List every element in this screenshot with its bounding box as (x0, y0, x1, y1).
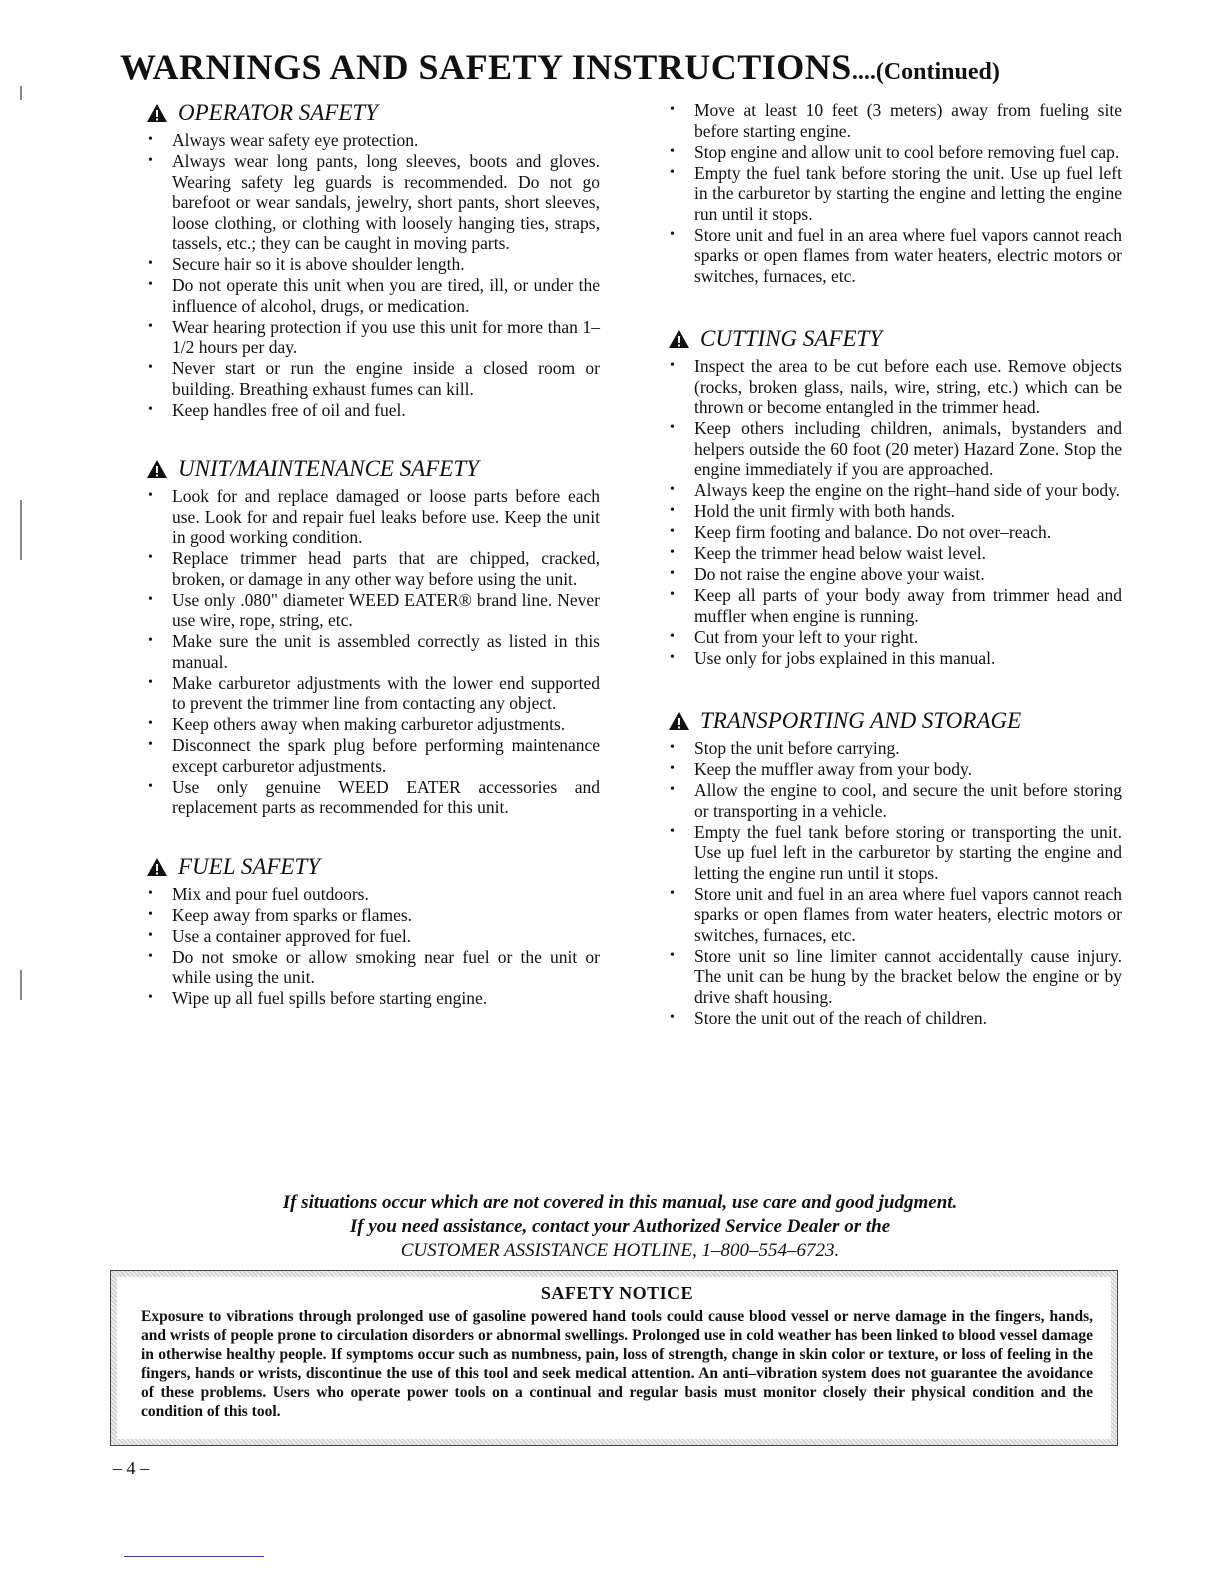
list-item-text: Empty the fuel tank before storing or transporting the unit. Use up fuel left in the carburetor by starting the engine and letting the engine run until it stops. (694, 821, 1122, 883)
list-item (140, 130, 600, 151)
list-item-text: Inspect the area to be cut before each use. Remove objects (rocks, broken glass, nails, wire, string, etc.) which can be thrown or become entangled in the trimmer head. (694, 356, 1122, 417)
list-item-text: Disconnect the spark plug before performing maintenance except carburetor adjustments. (172, 735, 600, 776)
list-item-text: Hold the unit firmly with both hands. (694, 501, 956, 521)
list-item-text: Use only genuine WEED EATER accessories and replacement parts as recommended for this unit. (172, 776, 600, 817)
list-item (662, 780, 1122, 821)
list-item-text: Store unit and fuel in an area where fuel vapors cannot reach sparks or open flames from water heaters, electric motors or switches, furnaces, etc. (694, 883, 1122, 945)
list-item (140, 486, 600, 548)
list-item-text: Do not raise the engine above your waist. (694, 564, 985, 584)
list-item-text: Keep handles free of oil and fuel. (172, 399, 406, 420)
list-item (140, 926, 600, 947)
list-item (662, 501, 1122, 522)
list-item-text: Wipe up all fuel spills before starting engine. (172, 988, 488, 1008)
bullet-icon: • (670, 503, 675, 518)
list-item (662, 480, 1122, 501)
closing-hotline: CUSTOMER ASSISTANCE HOTLINE, 1–800–554–6723. (400, 1240, 840, 1261)
list-item-text: Stop the unit before carrying. (694, 738, 900, 758)
section-heading-text: UNIT/MAINTENANCE SAFETY (178, 456, 479, 481)
section-heading (668, 324, 1122, 354)
bullet-icon: • (670, 782, 675, 797)
list-item-text: Store the unit out of the reach of children. (694, 1007, 988, 1028)
bullet-icon: • (670, 545, 675, 560)
list-item (140, 905, 600, 926)
list-item-text: Store unit so line limiter cannot accidentally cause injury. The unit can be hung by the bracket below the engine or by drive shaft housing. (694, 945, 1122, 1007)
list-item (662, 738, 1122, 759)
list-item-text: Replace trimmer head parts that are chipped, cracked, broken, or damage in any other way before using the unit. (172, 548, 600, 589)
list-item (662, 163, 1122, 225)
list-item (662, 522, 1122, 543)
safety-notice-content (117, 1277, 1111, 1439)
list-item-text: Make carburetor adjustments with the lower end supported to prevent the trimmer line from contacting any object. (172, 672, 600, 713)
list-item (662, 946, 1122, 1008)
list-item-text: Store unit and fuel in an area where fuel vapors cannot reach sparks or open flames from water heaters, electric motors or switches, furnaces, etc. (694, 224, 1122, 286)
list-item (662, 564, 1122, 585)
list-item-text: Keep the trimmer head below waist level. (694, 543, 987, 563)
safety-notice-body: Exposure to vibrations through prolonged use of gasoline powered hand tools could cause blood vessel or nerve damage in the fingers, hands, and wrists of people prone to circulation disorders or abnormal swellings. Prolonged use in cold weather has been linked to blood vessel damage in otherwise healthy people. If symptoms occur such as numbness, pain, loss of strength, change in skin color or texture, or loss of feeling in the fingers, hands or wrists, discontinue the use of this tool and seek medical attention. An anti–vibration system does not guarantee the avoidance of these problems. Users who operate power tools on a continual and regular basis must monitor closely their physical condition and the condition of this tool. (141, 1308, 1093, 1420)
list-item-text: Always wear safety eye protection. (172, 130, 419, 150)
bullet-icon: • (670, 1009, 675, 1025)
closing-line-2: If you need assistance, contact your Authorized Service Dealer or the (349, 1216, 891, 1237)
page-title-text: WARNINGS AND SAFETY INSTRUCTIONS (120, 47, 852, 87)
bullet-icon: • (670, 649, 675, 665)
section-transporting-storage (662, 706, 1122, 1028)
list-item (662, 142, 1122, 163)
bullet-list (662, 738, 1122, 1028)
bullet-list (140, 486, 600, 818)
left-column (140, 98, 600, 1009)
bullet-icon: • (148, 927, 153, 943)
bullet-icon: • (670, 947, 675, 963)
section-cutting-safety (662, 324, 1122, 668)
list-item (662, 585, 1122, 626)
bullet-icon: • (148, 885, 153, 901)
scan-mark (20, 970, 22, 1000)
scan-mark (20, 500, 22, 560)
bullet-icon: • (148, 674, 153, 690)
bullet-icon: • (148, 550, 153, 565)
closing-statement (160, 1191, 1080, 1263)
section-fuel-safety-continued (662, 100, 1122, 286)
list-item-text: Do not operate this unit when you are tired, ill, or under the influence of alcohol, drugs, or medication. (172, 275, 600, 316)
section-heading-text: TRANSPORTING AND STORAGE (700, 708, 1022, 733)
bullet-icon: • (670, 761, 675, 776)
list-item-text: Use only for jobs explained in this manual. (694, 647, 996, 668)
list-item (140, 254, 600, 275)
bullet-icon: • (670, 628, 675, 644)
bullet-icon: • (670, 482, 675, 497)
list-item (662, 418, 1122, 480)
bullet-icon: • (148, 716, 153, 731)
list-item (662, 822, 1122, 884)
list-item-text: Stop engine and allow unit to cool before removing fuel cap. (694, 141, 1120, 162)
bullet-icon: • (670, 885, 675, 901)
section-operator-safety (140, 98, 600, 420)
bullet-icon: • (670, 823, 675, 839)
list-item (662, 543, 1122, 564)
list-item-text: Do not smoke or allow smoking near fuel or the unit or while using the unit. (172, 946, 600, 987)
bullet-icon: • (670, 587, 675, 602)
page-title-suffix: ....(Continued) (851, 59, 1000, 85)
bullet-icon: • (670, 226, 675, 242)
list-item-text: Allow the engine to cool, and secure the unit before storing or transporting in a vehicle. (694, 780, 1122, 821)
bullet-icon: • (148, 318, 153, 334)
bullet-icon: • (670, 524, 675, 539)
safety-notice-title: SAFETY NOTICE (540, 1283, 694, 1303)
safety-notice-box (110, 1270, 1118, 1446)
list-item (662, 627, 1122, 648)
list-item-text: Cut from your left to your right. (694, 626, 919, 647)
section-heading (146, 454, 600, 484)
list-item-text: Always keep the engine on the right–hand side of your body. (694, 480, 1121, 500)
list-item (140, 400, 600, 421)
list-item (140, 548, 600, 589)
list-item (140, 673, 600, 714)
bullet-icon: • (148, 906, 153, 922)
bullet-icon: • (148, 633, 153, 648)
list-item (140, 714, 600, 735)
bullet-icon: • (670, 102, 675, 117)
right-column (662, 98, 1122, 1029)
list-item (140, 151, 600, 254)
list-item (140, 884, 600, 905)
list-item-text: Use a container approved for fuel. (172, 925, 412, 946)
bullet-icon: • (148, 153, 153, 168)
bullet-icon: • (148, 277, 153, 292)
list-item (662, 1008, 1122, 1029)
list-item (662, 356, 1122, 418)
list-item (140, 947, 600, 988)
bullet-icon: • (670, 164, 675, 180)
bullet-icon: • (148, 948, 153, 964)
bullet-icon: • (148, 256, 153, 271)
list-item (662, 759, 1122, 780)
list-item (140, 735, 600, 776)
section-heading-text: OPERATOR SAFETY (178, 100, 378, 125)
list-item-text: Mix and pour fuel outdoors. (172, 883, 369, 904)
section-heading-text: FUEL SAFETY (178, 853, 321, 879)
closing-line-1: If situations occur which are not covered in this manual, use care and good judgment. (282, 1192, 958, 1213)
page-title (120, 46, 1110, 88)
list-item (662, 225, 1122, 287)
bullet-icon: • (670, 143, 675, 159)
list-item (662, 648, 1122, 669)
list-item (140, 777, 600, 818)
bullet-icon: • (148, 591, 153, 607)
list-item-text: Look for and replace damaged or loose parts before each use. Look for and repair fuel leaks before use. Keep the unit in good working condition. (172, 486, 600, 547)
section-heading (146, 98, 600, 128)
list-item-text: Keep the muffler away from your body. (694, 759, 972, 779)
list-item (140, 590, 600, 631)
bullet-icon: • (148, 360, 153, 375)
page-number: – 4 – (113, 1458, 149, 1478)
footer-rule (124, 1556, 264, 1557)
bullet-icon: • (670, 566, 675, 581)
list-item (140, 275, 600, 316)
list-item-text: Use only .080" diameter WEED EATER® brand line. Never use wire, rope, string, etc. (172, 589, 600, 630)
bullet-icon: • (148, 132, 153, 147)
bullet-list (662, 356, 1122, 668)
bullet-icon: • (148, 401, 153, 417)
bullet-icon: • (670, 740, 675, 755)
warning-triangle-icon (146, 459, 168, 479)
bullet-list (140, 130, 600, 420)
list-item (662, 884, 1122, 946)
section-heading (668, 706, 1122, 736)
bullet-icon: • (670, 358, 675, 373)
list-item-text: Keep away from sparks or flames. (172, 904, 413, 925)
section-fuel-safety (140, 852, 600, 1009)
list-item-text: Always wear long pants, long sleeves, boots and gloves. Wearing safety leg guards is recommended. Do not go barefoot or wear sandals, jewelry, short pants, short sleeves, loose clothing, or clothing with loosely hanging ties, straps, tassels, etc.; they can be caught in moving parts. (172, 151, 600, 253)
section-heading-text: CUTTING SAFETY (700, 326, 883, 351)
warning-triangle-icon (146, 857, 168, 877)
bullet-icon: • (148, 737, 153, 752)
bullet-list (662, 100, 1122, 286)
section-unit-maintenance-safety (140, 454, 600, 818)
list-item (662, 100, 1122, 141)
list-item (140, 988, 600, 1009)
bullet-icon: • (148, 778, 153, 794)
list-item (140, 317, 600, 358)
list-item-text: Keep others including children, animals, bystanders and helpers outside the 60 foot (20 meter) Hazard Zone. Stop the engine immediately if you are approached. (694, 418, 1122, 479)
list-item-text: Keep all parts of your body away from trimmer head and muffler when engine is running. (694, 585, 1122, 626)
section-heading (146, 852, 600, 882)
bullet-icon: • (670, 420, 675, 435)
list-item-text: Keep others away when making carburetor adjustments. (172, 714, 566, 734)
bullet-list (140, 884, 600, 1009)
list-item (140, 631, 600, 672)
scan-mark (20, 86, 22, 100)
warning-triangle-icon (146, 103, 168, 123)
list-item-text: Keep firm footing and balance. Do not over–reach. (694, 522, 1052, 542)
list-item-text: Never start or run the engine inside a closed room or building. Breathing exhaust fumes can kill. (172, 358, 600, 399)
warning-triangle-icon (668, 711, 690, 731)
warning-triangle-icon (668, 329, 690, 349)
list-item-text: Secure hair so it is above shoulder length. (172, 254, 465, 274)
bullet-icon: • (148, 990, 153, 1005)
list-item-text: Empty the fuel tank before storing the unit. Use up fuel left in the carburetor by starting the engine and letting the engine run until it stops. (694, 162, 1122, 224)
bullet-icon: • (148, 488, 153, 503)
list-item (140, 358, 600, 399)
list-item-text: Make sure the unit is assembled correctly as listed in this manual. (172, 631, 600, 672)
list-item-text: Move at least 10 feet (3 meters) away from fueling site before starting engine. (694, 100, 1122, 141)
list-item-text: Wear hearing protection if you use this unit for more than 1–1/2 hours per day. (172, 316, 600, 357)
